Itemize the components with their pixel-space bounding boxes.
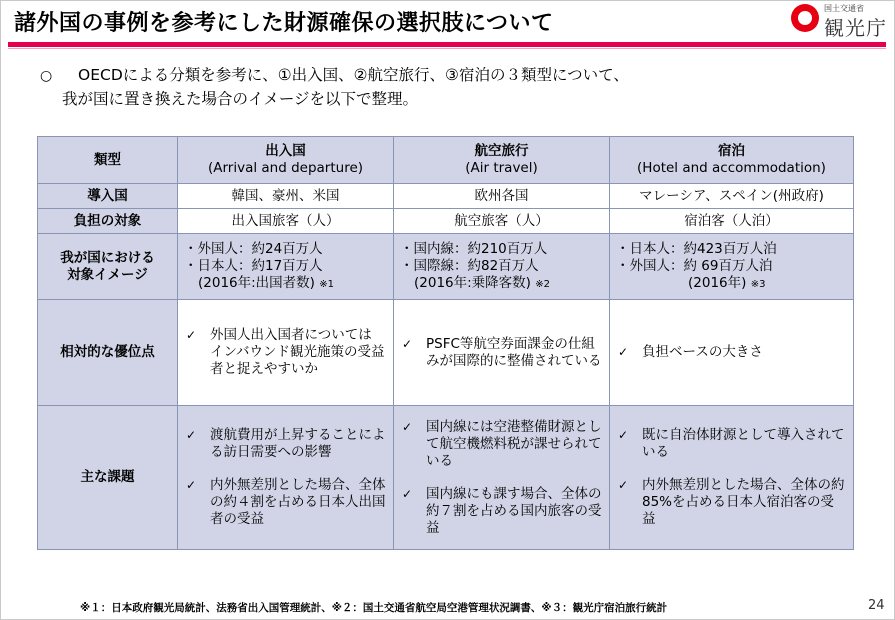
header-label-cell bbox=[38, 137, 178, 184]
table-row-target bbox=[38, 234, 854, 300]
table-row-issues bbox=[38, 406, 854, 550]
header-col-hotel bbox=[610, 137, 854, 184]
header-col-arrival-ja: 出入国 bbox=[265, 143, 306, 159]
row-label-countries: 導入国 bbox=[38, 184, 178, 209]
circle-bullet-icon: ○ bbox=[40, 68, 53, 84]
logo-subtext: 国土交通省 bbox=[824, 4, 864, 13]
row-label-advantage: 相対的な優位点 bbox=[38, 300, 178, 406]
header-label: 類型 bbox=[94, 151, 121, 168]
advantage-air-item bbox=[400, 336, 603, 370]
issues-hotel-text-b: 内外無差別とした場合、全体の約85%を占める日本人宿泊客の受益 bbox=[642, 477, 845, 527]
checkmark-icon: ✓ bbox=[402, 486, 413, 501]
agency-logo bbox=[791, 2, 891, 40]
checkmark-icon: ✓ bbox=[618, 345, 629, 359]
title-underline bbox=[8, 42, 886, 47]
checkmark-icon: ✓ bbox=[618, 478, 629, 492]
cell-countries-arrival: 韓国、豪州、米国 bbox=[178, 184, 394, 209]
table-row-burden bbox=[38, 209, 854, 234]
target-air-note: ※2 bbox=[535, 278, 550, 290]
target-arrival-line2: ・日本人：約17百万人 bbox=[184, 257, 323, 274]
cell-issues-air bbox=[394, 406, 610, 550]
target-arrival-note: ※1 bbox=[319, 278, 334, 290]
cell-advantage-air bbox=[394, 300, 610, 406]
target-hotel-note: ※3 bbox=[750, 278, 766, 290]
cell-burden-arrival: 出入国旅客（人） bbox=[178, 209, 394, 234]
issues-air-text-a: 国内線には空港整備財源として航空機燃料税が課せられている bbox=[426, 418, 602, 469]
header-col-hotel-ja: 宿泊 bbox=[718, 143, 745, 159]
header-col-arrival-en: (Arrival and departure) bbox=[207, 160, 364, 176]
target-hotel-line3 bbox=[616, 275, 847, 293]
intro-line-1 bbox=[40, 64, 860, 88]
target-hotel-year: (2016年) bbox=[688, 274, 747, 291]
header-col-hotel-en: (Hotel and accommodation) bbox=[637, 160, 826, 176]
target-air-line1: ・国内線：約210百万人 bbox=[400, 240, 548, 257]
advantage-arrival-item bbox=[184, 327, 387, 378]
issues-hotel-item-b bbox=[616, 477, 847, 528]
issues-arrival-item-b bbox=[184, 477, 387, 528]
table-row-countries bbox=[38, 184, 854, 209]
cell-burden-hotel: 宿泊客（人泊） bbox=[610, 209, 854, 234]
advantage-air-text: PSFC等航空券面課金の仕組みが国際的に整備されている bbox=[426, 335, 602, 369]
row-label-target-line1: 我が国における bbox=[60, 249, 155, 266]
row-label-target bbox=[38, 234, 178, 300]
target-hotel-line2: ・外国人：約 69百万人泊 bbox=[616, 257, 773, 274]
issues-hotel-item-a bbox=[616, 427, 847, 461]
page-number: 24 bbox=[868, 598, 885, 613]
checkmark-icon: ✓ bbox=[618, 428, 629, 442]
checkmark-icon: ✓ bbox=[186, 328, 197, 342]
checkmark-icon: ✓ bbox=[186, 478, 197, 492]
target-arrival-line1: ・外国人：約24百万人 bbox=[184, 240, 323, 257]
cell-target-arrival bbox=[178, 234, 394, 300]
logo-text: 観光庁 bbox=[824, 16, 887, 40]
target-hotel-line1: ・日本人：約423百万人泊 bbox=[616, 240, 777, 257]
header-col-air-en: (Air travel) bbox=[465, 160, 538, 176]
page-title: 諸外国の事例を参考にした財源確保の選択肢について bbox=[14, 11, 554, 36]
issues-arrival-text-a: 渡航費用が上昇することによる訪日需要への影響 bbox=[210, 427, 386, 460]
logo-mark-icon bbox=[791, 4, 819, 32]
header-col-air bbox=[394, 137, 610, 184]
intro-text bbox=[40, 64, 860, 111]
table-row-advantage bbox=[38, 300, 854, 406]
cell-advantage-arrival bbox=[178, 300, 394, 406]
cell-target-air bbox=[394, 234, 610, 300]
advantage-arrival-text: 外国人出入国者については インバウンド観光施策の受益者と捉えやすいか bbox=[210, 327, 385, 377]
advantage-hotel-item bbox=[616, 344, 847, 361]
cell-target-hotel bbox=[610, 234, 854, 300]
row-label-issues: 主な課題 bbox=[38, 406, 178, 550]
cell-advantage-hotel bbox=[610, 300, 854, 406]
issues-arrival-item-a bbox=[184, 427, 387, 461]
title-underline-thin bbox=[8, 48, 886, 49]
cell-issues-arrival bbox=[178, 406, 394, 550]
checkmark-icon: ✓ bbox=[402, 336, 413, 351]
header-col-arrival bbox=[178, 137, 394, 184]
issues-hotel-text-a: 既に自治体財源として導入されている bbox=[642, 427, 845, 460]
issues-arrival-text-b: 内外無差別とした場合、全体の約４割を占める日本人出国者の受益 bbox=[210, 477, 386, 527]
checkmark-icon: ✓ bbox=[186, 428, 197, 442]
checkmark-icon: ✓ bbox=[402, 419, 413, 434]
target-air-line2: ・国際線：約82百万人 bbox=[400, 257, 539, 274]
comparison-table bbox=[37, 136, 854, 550]
advantage-hotel-text: 負担ベースの大きさ bbox=[642, 344, 763, 360]
intro-line-2: 我が国に置き換えた場合のイメージを以下で整理。 bbox=[62, 90, 419, 108]
cell-countries-hotel: マレーシア、スペイン(州政府) bbox=[610, 184, 854, 209]
target-air-line3 bbox=[400, 275, 603, 293]
issues-air-item-a bbox=[400, 419, 603, 470]
issues-air-text-b: 国内線にも課す場合、全体の約７割を占める国内旅客の受益 bbox=[426, 485, 602, 536]
table-header-row bbox=[38, 137, 854, 184]
row-label-burden: 負担の対象 bbox=[38, 209, 178, 234]
row-label-target-line2: 対象イメージ bbox=[67, 266, 148, 283]
intro-line-1-text: OECDによる分類を参考に、①出入国、②航空旅行、③宿泊の３類型について、 bbox=[78, 66, 629, 84]
issues-air-item-b bbox=[400, 486, 603, 537]
cell-countries-air: 欧州各国 bbox=[394, 184, 610, 209]
target-arrival-line3 bbox=[184, 275, 387, 293]
target-air-year: (2016年:乗降客数) bbox=[414, 274, 531, 291]
cell-issues-hotel bbox=[610, 406, 854, 550]
target-arrival-year: (2016年:出国者数) bbox=[198, 274, 315, 291]
header-col-air-ja: 航空旅行 bbox=[474, 143, 529, 159]
cell-burden-air: 航空旅客（人） bbox=[394, 209, 610, 234]
footnote: ※１：日本政府観光局統計、法務省出入国管理統計、※２：国土交通省航空局空港管理状況調書、※３：観光庁宿泊旅行統計 bbox=[80, 602, 668, 614]
